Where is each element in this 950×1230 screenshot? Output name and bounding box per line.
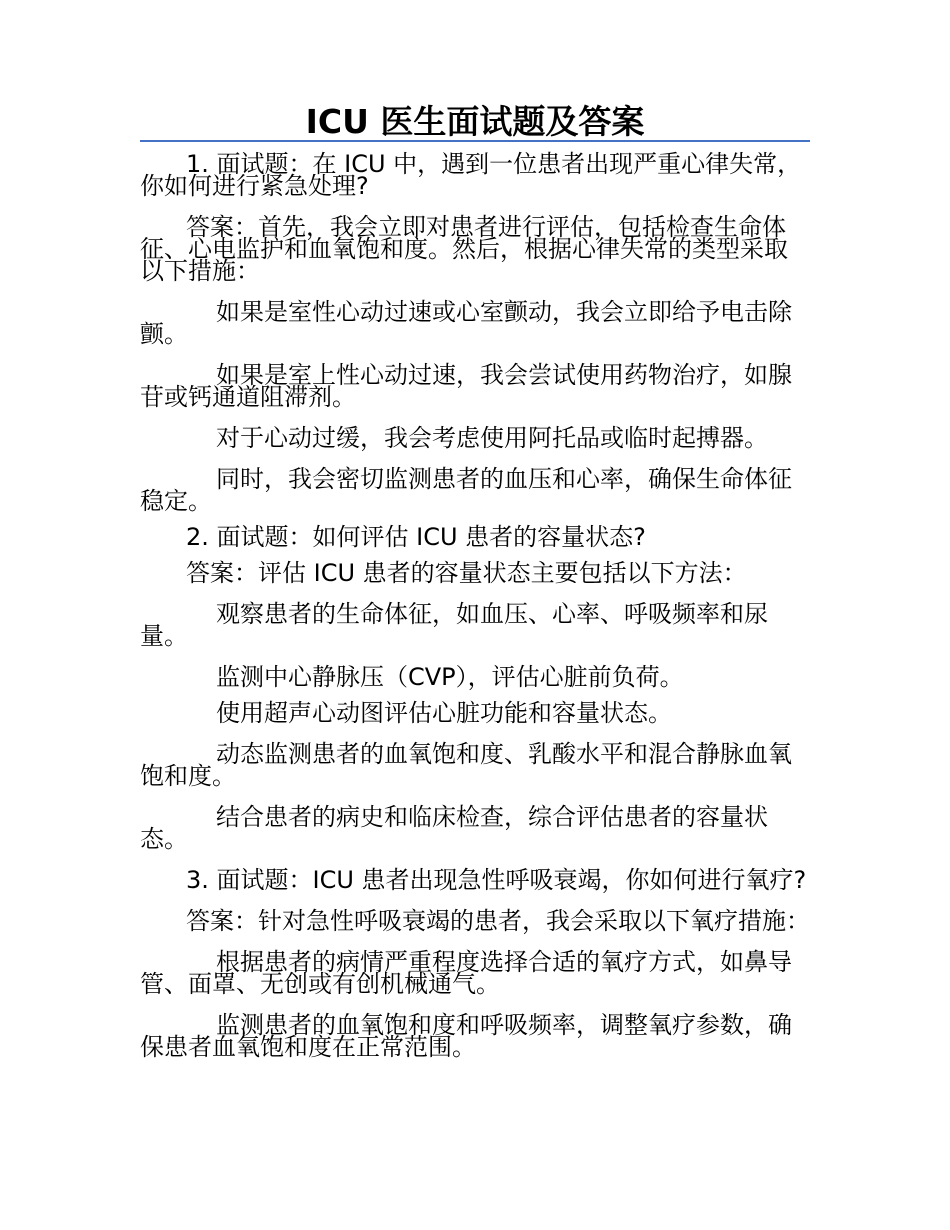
- document-title: ICU 医生面试题及答案: [305, 102, 645, 141]
- answer-2-item-1: 观察患者的生命体征，如血压、心率、呼吸频率和尿量。: [140, 600, 768, 650]
- answer-2: 答案：评估 ICU 患者的容量状态主要包括以下方法：: [186, 559, 747, 587]
- answer-2-item-2: 监测中心静脉压（CVP），评估心脏前负荷。: [216, 663, 684, 691]
- question-3: 3. 面试题：ICU 患者出现急性呼吸衰竭，你如何进行氧疗?: [186, 866, 807, 894]
- answer-2-item-4: 动态监测患者的血氧饱和度、乳酸水平和混合静脉血氧饱和度。: [140, 740, 792, 790]
- answer-1: 答案：首先，我会立即对患者进行评估，包括检查生命体征、心电监护和血氧饱和度。然后，根据心律失常的类型采取以下措施：: [140, 213, 788, 285]
- answer-1-item-2: 如果是室上性心动过速，我会尝试使用药物治疗，如腺苷或钙通道阻滞剂。: [140, 361, 792, 411]
- question-2: 2. 面试题：如何评估 ICU 患者的容量状态?: [186, 523, 646, 551]
- answer-1-item-1: 如果是室性心动过速或心室颤动，我会立即给予电击除颤。: [140, 298, 792, 348]
- answer-1-item-4: 同时，我会密切监测患者的血压和心率，确保生命体征稳定。: [140, 465, 792, 515]
- answer-2-item-3: 使用超声心动图评估心脏功能和容量状态。: [216, 699, 672, 727]
- document-body: [140, 150, 810, 1061]
- answer-1-item-3: 对于心动过缓，我会考虑使用阿托品或临时起搏器。: [216, 424, 768, 452]
- answer-2-item-5: 结合患者的病史和临床检查，综合评估患者的容量状态。: [140, 803, 768, 853]
- question-1: 1. 面试题：在 ICU 中，遇到一位患者出现严重心律失常，你如何进行紧急处理?: [140, 150, 802, 200]
- answer-3: 答案：针对急性呼吸衰竭的患者，我会采取以下氧疗措施：: [186, 907, 810, 935]
- answer-3-item-1: 根据患者的病情严重程度选择合适的氧疗方式，如鼻导管、面罩、无创或有创机械通气。: [140, 948, 792, 998]
- answer-3-item-2: 监测患者的血氧饱和度和呼吸频率，调整氧疗参数，确保患者血氧饱和度在正常范围。: [140, 1011, 792, 1061]
- title-underline: [140, 140, 810, 142]
